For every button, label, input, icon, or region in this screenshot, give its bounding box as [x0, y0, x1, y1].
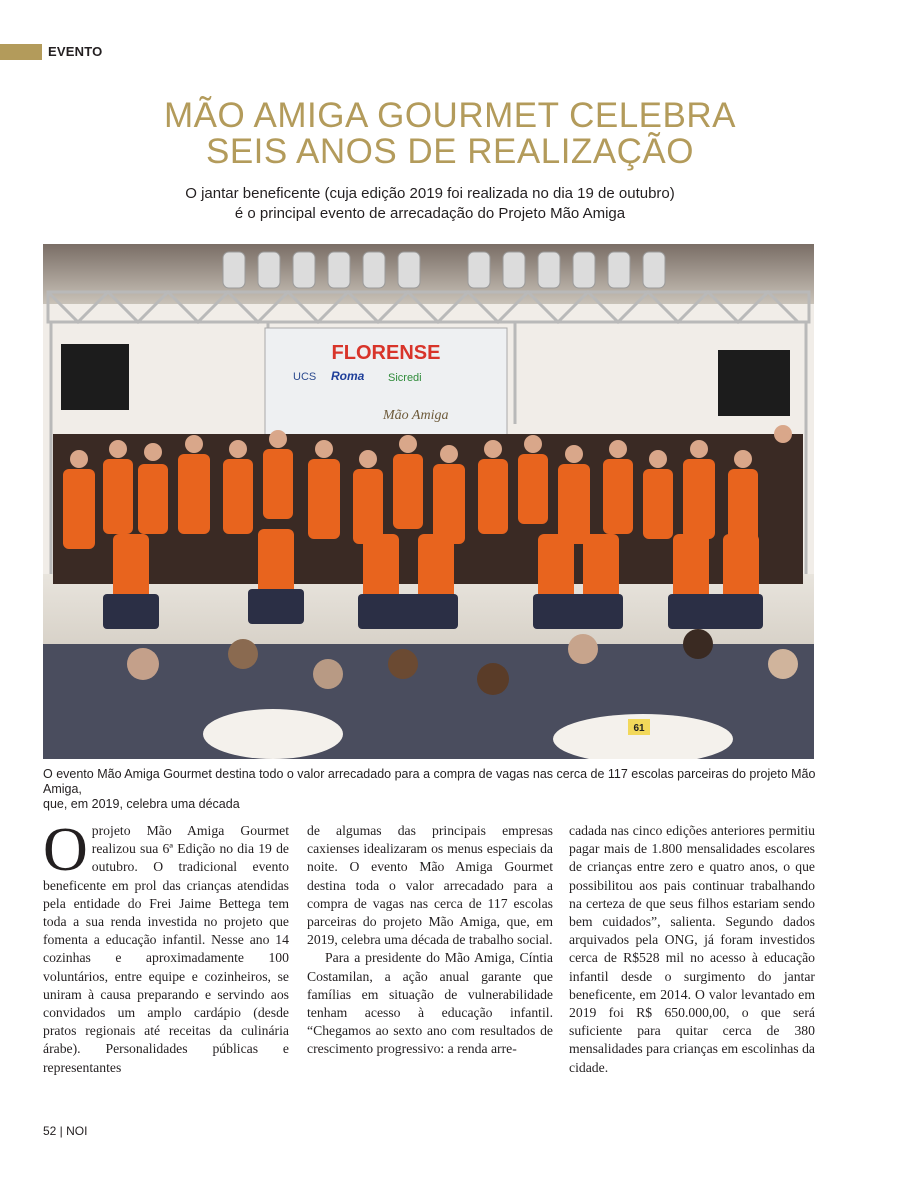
page-folio: 52 | NOI [43, 1124, 88, 1138]
column-1-text: projeto Mão Amiga Gourmet realizou sua 6ª Edição no dia 19 de outubro. O tradicional evento beneficente em prol das crianças atendidas pela entidade do Frei Jaime Bettega tem toda a sua renda investida no projeto que fomenta a educação infantil. Nesse ano 14 cozinhas e aproximadamente 100 voluntários, entre equipe e cozinheiros, se uniram à causa preparando e servindo aos convidados um amplo cardápio (desde pratos regionais até receitas da culinária árabe). Personalidades públicas e representantes [43, 823, 289, 1075]
article-column-2 [307, 822, 553, 1059]
headline-line-1: MÃO AMIGA GOURMET CELEBRA [164, 96, 736, 135]
speaker-right [718, 350, 790, 416]
banner-script: Mão Amiga [383, 408, 449, 423]
article-paragraph-1-end: de algumas das principais empresas caxienses idealizaram os menus especiais da noite. O evento Mão Amiga Gourmet destina toda o valor arrecadado para a compra de vagas nas cerca de 117 escolas parceiras do projeto Mão Amiga, que, em 2019, celebra uma década de trabalho social. [307, 823, 553, 948]
banner-sponsor-1: UCS [293, 371, 317, 383]
article-column-1 [43, 816, 289, 1077]
article-column-3 [569, 822, 815, 1077]
article-paragraph-2-end: cadada nas cinco edições anteriores permitiu pagar mais de 1.800 mensalidades escolares de crianças entre zero e quatro anos, o que possibilitou aos pais continuar trabalhando na certeza de que seus filhos estariam sendo bem cuidados”, salienta. Segundo dados arquivados pela ONG, já foram investidos cerca de R$528 mil no acesso à educação infantil desde o surgimento do jantar beneficente, em 2014. O valor levantado em 2019 foi R$ 650.000,00, o que será suficiente para quitar cerca de 380 mensalidades para crianças em escolinhas da cidade. [569, 823, 815, 1075]
article-paragraph-2-start: Para a presidente do Mão Amiga, Cíntia Costamilan, a ação anual garante que famílias em situação de vulnerabilidade tenham acesso à educação infantil. “Chegamos ao sexto ano com resultados de crescimento progressivo: a renda arre- [307, 950, 553, 1057]
section-label: EVENTO [48, 44, 103, 59]
subtitle-line-2: é o principal evento de arrecadação do Projeto Mão Amiga [234, 205, 626, 222]
event-group-photo [43, 244, 814, 759]
section-color-bar [0, 44, 42, 60]
banner-sponsor-3: Sicredi [388, 372, 422, 384]
headline [0, 98, 900, 170]
subtitle [0, 184, 860, 224]
caption-line-1: O evento Mão Amiga Gourmet destina todo o valor arrecadado para a compra de vagas nas cerca de 117 escolas parceiras do projeto Mão Amiga, [43, 767, 816, 796]
group-photo-illustration [43, 244, 814, 759]
audience-foreground [43, 629, 814, 759]
caption-line-2: que, em 2019, celebra uma década [43, 797, 240, 811]
ceiling [43, 244, 814, 304]
headline-line-2: SEIS ANOS DE REALIZAÇÃO [205, 132, 695, 171]
article-paragraph-1-start [43, 816, 289, 1077]
subtitle-line-1: O jantar beneficente (cuja edição 2019 foi realizada no dia 19 de outubro) [185, 185, 675, 202]
banner-brand: FLORENSE [331, 342, 441, 364]
drop-cap: O [43, 816, 88, 884]
speaker-left [61, 344, 129, 410]
photo-caption [43, 767, 818, 812]
sponsor-banner [265, 328, 507, 438]
table-number-card: 61 [633, 723, 645, 734]
banner-sponsor-2: Roma [331, 369, 365, 383]
